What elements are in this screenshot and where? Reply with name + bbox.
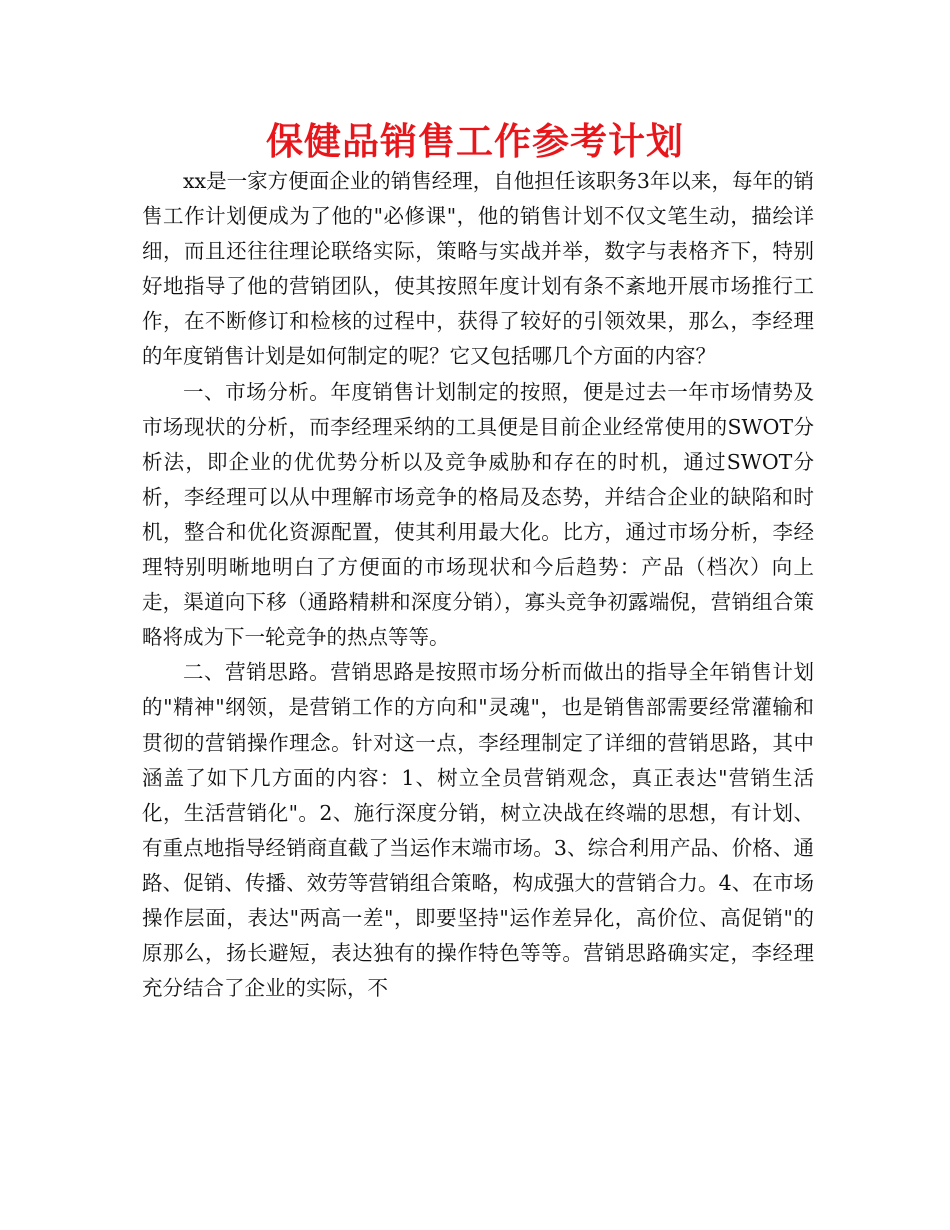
document-title: 保健品销售工作参考计划 (266, 119, 684, 163)
document-body (142, 164, 814, 1006)
paragraph-market-analysis: 一、市场分析。年度销售计划制定的按照，便是过去一年市场情势及市场现状的分析，而李经理采纳的工具便是目前企业经常使用的SWOT分析法，即企业的优优势分析以及竞争威胁和存在的时机，通过SWOT分析，李经理可以从中理解市场竞争的格局及态势，并结合企业的缺陷和时机，整合和优化资源配置，使其利用最大化。比方，通过市场分析，李经理特别明晰地明白了方便面的市场现状和今后趋势：产品（档次）向上走，渠道向下移（通路精耕和深度分销），寡头竞争初露端倪，营销组合策略将成为下一轮竞争的热点等等。 (142, 379, 814, 650)
paragraph-marketing-ideas: 二、营销思路。营销思路是按照市场分析而做出的指导全年销售计划的"精神"纲领，是营销工作的方向和"灵魂"，也是销售部需要经常灌输和贯彻的营销操作理念。针对这一点，李经理制定了详细的营销思路，其中涵盖了如下几方面的内容：1、树立全员营销观念，真正表达"营销生活化，生活营销化"。2、施行深度分销，树立决战在终端的思想，有计划、有重点地指导经销商直截了当运作末端市场。3、综合利用产品、价格、通路、促销、传播、效劳等营销组合策略，构成强大的营销合力。4、在市场操作层面，表达"两高一差"，即要坚持"运作差异化，高价位、高促销"的原那么，扬长避短，表达独有的操作特色等等。营销思路确实定，李经理充分结合了企业的实际，不 (142, 660, 814, 1001)
paragraph-intro: xx是一家方便面企业的销售经理，自他担任该职务3年以来，每年的销售工作计划便成为了他的"必修课"，他的销售计划不仅文笔生动，描绘详细，而且还往往理论联络实际，策略与实战并举，数字与表格齐下，特别好地指导了他的营销团队，使其按照年度计划有条不紊地开展市场推行工作，在不断修订和检核的过程中，获得了较好的引领效果，那么，李经理的年度销售计划是如何制定的呢？它又包括哪几个方面的内容？ (142, 169, 814, 369)
